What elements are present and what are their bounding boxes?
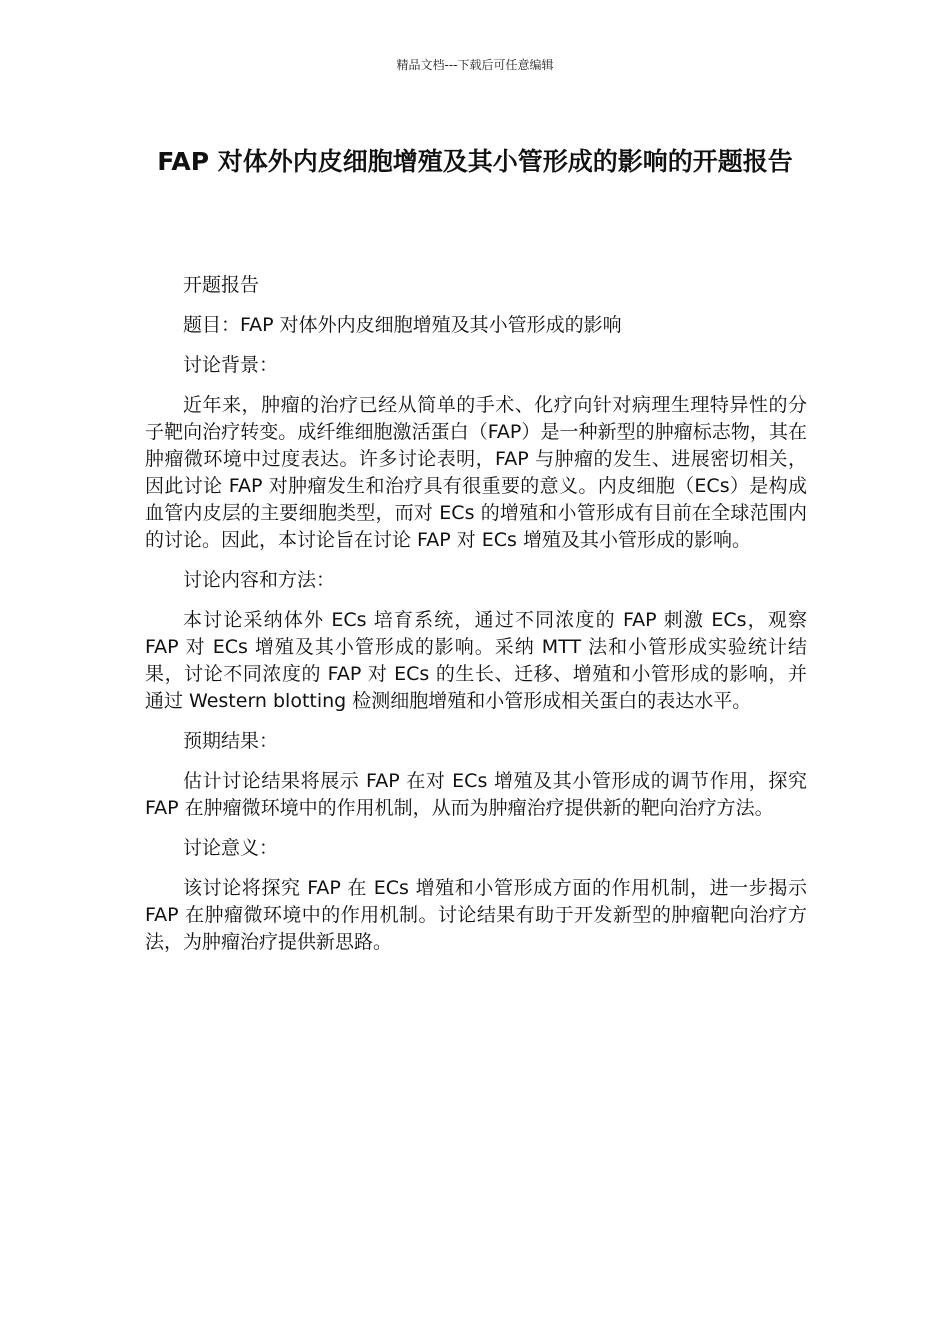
header-note: 精品文档---下载后可任意编辑: [396, 58, 554, 72]
background-paragraph: 近年来，肿瘤的治疗已经从简单的手术、化疗向针对病理生理特异性的分子靶向治疗转变。成纤维细胞激活蛋白（FAP）是一种新型的肿瘤标志物，其在肿瘤微环境中过度表达。许多讨论表明，FAP 与肿瘤的发生、进展密切相关，因此讨论 FAP 对肿瘤发生和治疗具有很重要的意义。内皮细胞（ECs）是构成血管内皮层的主要细胞类型，而对 ECs 的增殖和小管形成有目前在全球范围内的讨论。因此，本讨论旨在讨论 FAP 对 ECs 增殖及其小管形成的影响。: [145, 394, 807, 551]
methods-heading: 讨论内容和方法：: [183, 569, 336, 591]
significance-paragraph: 该讨论将探究 FAP 在 ECs 增殖和小管形成方面的作用机制，进一步揭示 FAP 在肿瘤微环境中的作用机制。讨论结果有助于开发新型的肿瘤靶向治疗方法，为肿瘤治疗提供新思路。: [145, 877, 807, 953]
document-body: [145, 272, 807, 969]
topic-line: 题目：FAP 对体外内皮细胞增殖及其小管形成的影响: [183, 314, 622, 336]
significance-heading: 讨论意义：: [183, 837, 279, 859]
document-title: FAP 对体外内皮细胞增殖及其小管形成的影响的开题报告: [157, 147, 793, 176]
methods-paragraph: 本讨论采纳体外 ECs 培育系统，通过不同浓度的 FAP 刺激 ECs，观察 FAP 对 ECs 增殖及其小管形成的影响。采纳 MTT 法和小管形成实验统计结果，讨论不同浓度的 FAP 对 ECs 的生长、迁移、增殖和小管形成的影响，并通过 Western blotting 检测细胞增殖和小管形成相关蛋白的表达水平。: [145, 609, 807, 712]
expected-results-heading: 预期结果：: [183, 730, 279, 752]
background-heading: 讨论背景：: [183, 354, 279, 376]
report-label: 开题报告: [183, 274, 260, 296]
expected-results-paragraph: 估计讨论结果将展示 FAP 在对 ECs 增殖及其小管形成的调节作用，探究 FAP 在肿瘤微环境中的作用机制，从而为肿瘤治疗提供新的靶向治疗方法。: [145, 770, 807, 819]
